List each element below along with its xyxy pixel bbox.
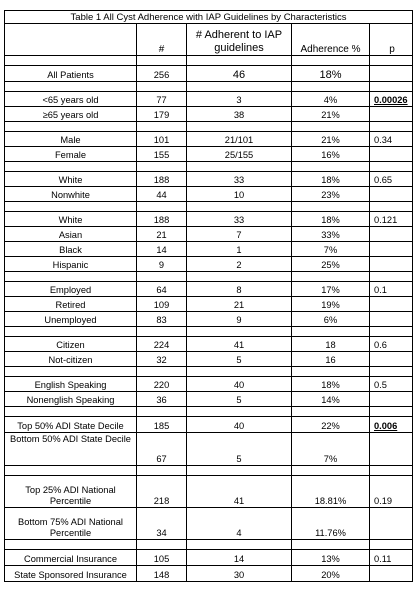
row-label: English Speaking bbox=[5, 377, 137, 392]
table-row bbox=[5, 107, 413, 122]
row-adherent: 30 bbox=[187, 566, 292, 582]
table-row bbox=[5, 242, 413, 257]
row-count: 155 bbox=[137, 147, 187, 162]
row-p-value bbox=[370, 352, 413, 367]
row-p-value bbox=[370, 392, 413, 407]
row-label: State Sponsored Insurance bbox=[5, 566, 137, 582]
row-p-value: 0.6 bbox=[370, 337, 413, 352]
row-adherence-pct: 16 bbox=[292, 352, 370, 367]
row-adherence-pct: 18% bbox=[292, 172, 370, 187]
table-row bbox=[5, 566, 413, 582]
header-p-value: p bbox=[370, 24, 413, 56]
table-row bbox=[5, 92, 413, 107]
row-adherence-pct: 16% bbox=[292, 147, 370, 162]
row-label: Nonwhite bbox=[5, 187, 137, 202]
table-row bbox=[5, 147, 413, 162]
row-adherent: 1 bbox=[187, 242, 292, 257]
row-count: 220 bbox=[137, 377, 187, 392]
table-header-row bbox=[5, 24, 413, 56]
spacer-row bbox=[5, 466, 413, 476]
table-row bbox=[5, 392, 413, 407]
table-row bbox=[5, 417, 413, 433]
row-label: White bbox=[5, 212, 137, 227]
row-count: 101 bbox=[137, 132, 187, 147]
row-count: 256 bbox=[137, 66, 187, 82]
spacer-row bbox=[5, 82, 413, 92]
row-p-value: 0.19 bbox=[370, 476, 413, 508]
row-adherent: 5 bbox=[187, 352, 292, 367]
row-label: ≥65 years old bbox=[5, 107, 137, 122]
row-adherent: 10 bbox=[187, 187, 292, 202]
table-row bbox=[5, 212, 413, 227]
row-adherent: 5 bbox=[187, 392, 292, 407]
row-p-value bbox=[370, 508, 413, 540]
table-row bbox=[5, 172, 413, 187]
row-adherence-pct: 13% bbox=[292, 550, 370, 566]
row-label: Retired bbox=[5, 297, 137, 312]
row-p-value bbox=[370, 242, 413, 257]
row-p-value bbox=[370, 433, 413, 466]
spacer-row bbox=[5, 56, 413, 66]
row-p-value: 0.65 bbox=[370, 172, 413, 187]
row-p-value: 0.121 bbox=[370, 212, 413, 227]
row-count: 83 bbox=[137, 312, 187, 327]
row-adherence-pct: 18 bbox=[292, 337, 370, 352]
row-adherence-pct: 4% bbox=[292, 92, 370, 107]
table-row bbox=[5, 282, 413, 297]
row-adherent: 40 bbox=[187, 417, 292, 433]
row-label: Unemployed bbox=[5, 312, 137, 327]
spacer-row bbox=[5, 162, 413, 172]
row-count: 21 bbox=[137, 227, 187, 242]
row-adherence-pct: 20% bbox=[292, 566, 370, 582]
row-label: Hispanic bbox=[5, 257, 137, 272]
row-label: <65 years old bbox=[5, 92, 137, 107]
row-p-value bbox=[370, 566, 413, 582]
row-adherent: 14 bbox=[187, 550, 292, 566]
row-count: 218 bbox=[137, 476, 187, 508]
row-count: 64 bbox=[137, 282, 187, 297]
row-label: Bottom 50% ADI State Decile bbox=[5, 433, 137, 466]
row-p-value bbox=[370, 227, 413, 242]
row-count: 34 bbox=[137, 508, 187, 540]
row-adherence-pct: 7% bbox=[292, 242, 370, 257]
row-p-value bbox=[370, 147, 413, 162]
row-label: Male bbox=[5, 132, 137, 147]
row-adherence-pct: 14% bbox=[292, 392, 370, 407]
row-adherent: 4 bbox=[187, 508, 292, 540]
spacer-row bbox=[5, 407, 413, 417]
row-p-value bbox=[370, 257, 413, 272]
row-count: 44 bbox=[137, 187, 187, 202]
spacer-row bbox=[5, 540, 413, 550]
row-adherence-pct: 17% bbox=[292, 282, 370, 297]
row-adherence-pct: 18.81% bbox=[292, 476, 370, 508]
row-count: 179 bbox=[137, 107, 187, 122]
row-count: 109 bbox=[137, 297, 187, 312]
row-p-value: 0.34 bbox=[370, 132, 413, 147]
table-row bbox=[5, 66, 413, 82]
spacer-row bbox=[5, 122, 413, 132]
header-adherence-pct: Adherence % bbox=[292, 24, 370, 56]
row-p-value: 0.00026 bbox=[370, 92, 413, 107]
row-adherent: 8 bbox=[187, 282, 292, 297]
row-adherent: 41 bbox=[187, 476, 292, 508]
row-label: Asian bbox=[5, 227, 137, 242]
row-p-value: 0.5 bbox=[370, 377, 413, 392]
row-adherent: 21/101 bbox=[187, 132, 292, 147]
row-p-value: 0.1 bbox=[370, 282, 413, 297]
table-row bbox=[5, 508, 413, 540]
row-adherence-pct: 21% bbox=[292, 107, 370, 122]
table-caption-row bbox=[5, 11, 413, 24]
row-count: 14 bbox=[137, 242, 187, 257]
row-label: Citizen bbox=[5, 337, 137, 352]
row-label: Commercial Insurance bbox=[5, 550, 137, 566]
row-adherence-pct: 18% bbox=[292, 66, 370, 82]
table-row bbox=[5, 312, 413, 327]
row-p-value bbox=[370, 66, 413, 82]
row-adherent: 7 bbox=[187, 227, 292, 242]
spacer-row bbox=[5, 202, 413, 212]
table-caption: Table 1 All Cyst Adherence with IAP Guidelines by Characteristics bbox=[5, 11, 413, 24]
row-adherent: 46 bbox=[187, 66, 292, 82]
row-label: Female bbox=[5, 147, 137, 162]
row-count: 224 bbox=[137, 337, 187, 352]
header-adherent: # Adherent to IAP guidelines bbox=[187, 24, 292, 56]
row-count: 185 bbox=[137, 417, 187, 433]
row-adherent: 21 bbox=[187, 297, 292, 312]
row-adherent: 5 bbox=[187, 433, 292, 466]
row-p-value bbox=[370, 297, 413, 312]
spacer-row bbox=[5, 327, 413, 337]
row-adherent: 40 bbox=[187, 377, 292, 392]
row-count: 188 bbox=[137, 172, 187, 187]
row-adherence-pct: 18% bbox=[292, 212, 370, 227]
row-label: Top 25% ADI National Percentile bbox=[5, 476, 137, 508]
table-row bbox=[5, 257, 413, 272]
row-label: Bottom 75% ADI National Percentile bbox=[5, 508, 137, 540]
row-count: 67 bbox=[137, 433, 187, 466]
adherence-table bbox=[4, 10, 413, 582]
row-adherence-pct: 22% bbox=[292, 417, 370, 433]
row-p-value bbox=[370, 312, 413, 327]
row-count: 9 bbox=[137, 257, 187, 272]
row-label: White bbox=[5, 172, 137, 187]
spacer-row bbox=[5, 272, 413, 282]
row-adherence-pct: 33% bbox=[292, 227, 370, 242]
table-row bbox=[5, 297, 413, 312]
row-adherence-pct: 11.76% bbox=[292, 508, 370, 540]
table-row bbox=[5, 187, 413, 202]
row-count: 188 bbox=[137, 212, 187, 227]
row-label: Not-citizen bbox=[5, 352, 137, 367]
row-adherent: 38 bbox=[187, 107, 292, 122]
header-count: # bbox=[137, 24, 187, 56]
table-row bbox=[5, 377, 413, 392]
row-p-value: 0.006 bbox=[370, 417, 413, 433]
table-row bbox=[5, 433, 413, 466]
row-label: Nonenglish Speaking bbox=[5, 392, 137, 407]
row-count: 32 bbox=[137, 352, 187, 367]
row-p-value: 0.11 bbox=[370, 550, 413, 566]
row-adherent: 33 bbox=[187, 212, 292, 227]
row-adherence-pct: 25% bbox=[292, 257, 370, 272]
adherence-table-container bbox=[4, 10, 413, 582]
row-p-value bbox=[370, 187, 413, 202]
row-p-value bbox=[370, 107, 413, 122]
row-count: 105 bbox=[137, 550, 187, 566]
row-adherent: 9 bbox=[187, 312, 292, 327]
row-count: 148 bbox=[137, 566, 187, 582]
row-adherent: 2 bbox=[187, 257, 292, 272]
row-adherence-pct: 21% bbox=[292, 132, 370, 147]
table-row bbox=[5, 476, 413, 508]
row-adherent: 25/155 bbox=[187, 147, 292, 162]
table-row bbox=[5, 352, 413, 367]
row-adherent: 33 bbox=[187, 172, 292, 187]
row-label: Black bbox=[5, 242, 137, 257]
row-adherence-pct: 6% bbox=[292, 312, 370, 327]
header-characteristic bbox=[5, 24, 137, 56]
table-row bbox=[5, 337, 413, 352]
row-count: 77 bbox=[137, 92, 187, 107]
row-adherence-pct: 23% bbox=[292, 187, 370, 202]
row-label: Top 50% ADI State Decile bbox=[5, 417, 137, 433]
row-label: Employed bbox=[5, 282, 137, 297]
row-label: All Patients bbox=[5, 66, 137, 82]
table-row bbox=[5, 550, 413, 566]
spacer-row bbox=[5, 367, 413, 377]
row-adherence-pct: 18% bbox=[292, 377, 370, 392]
row-adherence-pct: 7% bbox=[292, 433, 370, 466]
table-row bbox=[5, 132, 413, 147]
row-adherence-pct: 19% bbox=[292, 297, 370, 312]
row-adherent: 41 bbox=[187, 337, 292, 352]
table-row bbox=[5, 227, 413, 242]
row-count: 36 bbox=[137, 392, 187, 407]
row-adherent: 3 bbox=[187, 92, 292, 107]
